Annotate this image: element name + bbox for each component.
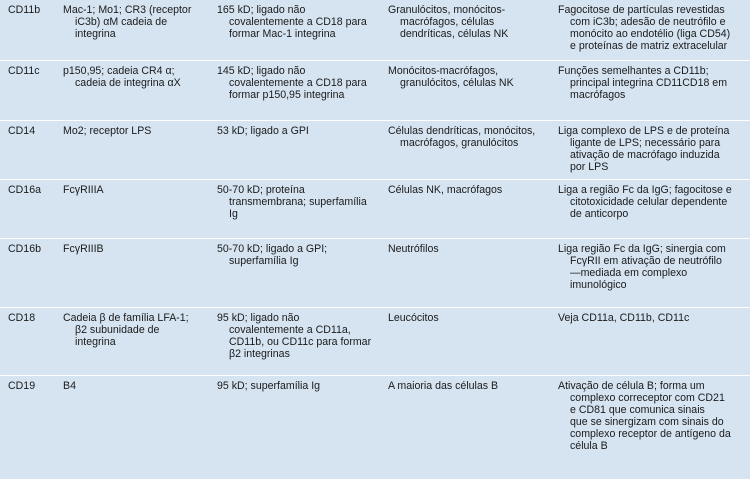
cd-label: CD14 [8,124,36,137]
cd-cell [0,375,63,479]
cell-types-cell [388,120,558,179]
cd-cell [0,0,63,60]
table-row [0,60,750,120]
structure-line: superfamília Ig [229,254,299,267]
functions-line: monócito ao endotélio (liga CD54) [570,28,731,40]
cell-types-line: Granulócitos, monócitos- [388,4,506,16]
names-line: p150,95; cadeia CR4 α; [63,64,175,77]
structure-line: 165 kD; ligado não [217,4,306,16]
cell-types-cell [388,0,558,60]
functions-line: citotoxicidade celular dependente [570,195,728,208]
structure-line: covalentemente a CD11a, [229,323,351,336]
functions-line: com iC3b; adesão de neutrófilo e [570,16,726,28]
table-row [0,238,750,307]
cell-types-line: Células NK, macrófagos [388,183,503,196]
functions-cell [558,0,750,60]
cd-label: CD11b [8,4,41,16]
functions-line: complexo correceptor com CD21 [570,391,725,404]
structure-line: 145 kD; ligado não [217,64,306,77]
names-line: Mo2; receptor LPS [63,124,152,137]
cell-types-line: Células dendríticas, monócitos, [388,124,536,137]
structure-line: 95 kD; ligado não [217,311,300,324]
functions-line: —mediada em complexo [570,266,688,279]
cd-label: CD11c [8,64,40,77]
cd-cell [0,60,63,120]
functions-cell [558,60,750,120]
cell-types-cell [388,179,558,238]
structure-line: β2 integrinas [229,347,290,360]
names-line: Cadeia β de família LFA-1; [63,311,189,324]
names-cell [63,307,217,375]
cell-types-line: dendríticas, células NK [400,28,509,40]
functions-line: macrófagos [570,88,626,101]
cell-types-cell [388,238,558,307]
cd-cell [0,307,63,375]
cd-cell [0,179,63,238]
functions-line: ativação de macrófago induzida [570,148,720,161]
structure-line: CD11b, ou CD11c para formar [229,335,372,348]
table-row [0,307,750,375]
functions-line: complexo receptor de antígeno da [570,427,731,440]
functions-line: Ativação de célula B; forma um [558,379,705,392]
structure-cell [217,120,388,179]
functions-line: Liga região Fc da IgG; sinergia com [558,242,726,255]
functions-cell [558,120,750,179]
table-row [0,179,750,238]
names-cell [63,60,217,120]
functions-cell [558,307,750,375]
cd-label: CD18 [8,311,36,324]
structure-cell [217,0,388,60]
names-line: B4 [63,379,76,392]
functions-line: imunológico [570,278,627,291]
structure-line: 50-70 kD; proteína [217,183,305,196]
cell-types-cell [388,375,558,479]
names-cell [63,0,217,60]
functions-cell [558,179,750,238]
functions-line: Funções semelhantes a CD11b; [558,64,709,77]
cell-types-line: macrófagos, células [400,16,495,28]
structure-cell [217,60,388,120]
functions-line: principal integrina CD11CD18 em [570,76,728,89]
functions-line: Liga complexo de LPS e de proteína [558,124,730,137]
structure-line: formar Mac-1 integrina [229,28,336,40]
functions-line: FcγRII em ativação de neutrófilo [570,254,722,267]
cell-types-line: A maioria das células B [388,379,499,392]
structure-line: 50-70 kD; ligado a GPI; [217,242,328,255]
cd-cell [0,120,63,179]
functions-line: e CD81 que comunica sinais [570,403,705,416]
names-line: iC3b) αM cadeia de [75,16,168,28]
structure-line: covalentemente a CD18 para [229,76,367,89]
structure-cell [217,307,388,375]
cell-types-line: Monócitos-macrófagos, [388,64,499,77]
structure-line: Ig [229,207,238,220]
structure-line: covalentemente a CD18 para [229,16,367,28]
names-line: Mac-1; Mo1; CR3 (receptor [63,4,192,16]
structure-line: 53 kD; ligado a GPI [217,124,309,137]
names-line: integrina [75,335,116,348]
names-line: FcγRIIIA [63,183,104,196]
structure-line: transmembrana; superfamília [229,195,367,208]
cell-types-line: granulócitos, células NK [400,76,514,89]
names-cell [63,120,217,179]
names-line: cadeia de integrina αX [75,76,181,89]
functions-line: ligante de LPS; necessário para [570,136,721,149]
functions-line: de anticorpo [570,207,629,220]
table-row [0,375,750,479]
table-row [0,0,750,60]
cd-cell [0,238,63,307]
names-cell [63,238,217,307]
names-line: FcγRIIIB [63,242,104,255]
functions-line: por LPS [570,160,609,173]
functions-cell [558,375,750,479]
names-cell [63,179,217,238]
cell-types-cell [388,60,558,120]
functions-line: Liga a região Fc da IgG; fagocitose e [558,183,732,196]
structure-line: 95 kD; superfamília Ig [217,379,321,392]
names-line: β2 subunidade de [75,323,160,336]
cell-types-line: macrófagos, granulócitos [400,136,519,149]
structure-cell [217,179,388,238]
cell-types-line: Neutrófilos [388,242,439,255]
functions-line: Veja CD11a, CD11b, CD11c [558,311,690,324]
cell-types-line: Leucócitos [388,311,439,324]
cd-label: CD19 [8,379,36,392]
functions-line: Fagocitose de partículas revestidas [558,4,725,16]
names-line: integrina [75,28,116,40]
cd-label: CD16b [8,242,41,255]
functions-cell [558,238,750,307]
table-row [0,120,750,179]
structure-line: formar p150,95 integrina [229,88,345,101]
functions-line: célula B [570,439,608,452]
structure-cell [217,238,388,307]
functions-line: que se sinergizam com sinais do [570,415,724,428]
names-cell [63,375,217,479]
cell-types-cell [388,307,558,375]
functions-line: e proteínas de matriz extracelular [570,40,728,52]
cd-label: CD16a [8,183,41,196]
structure-cell [217,375,388,479]
